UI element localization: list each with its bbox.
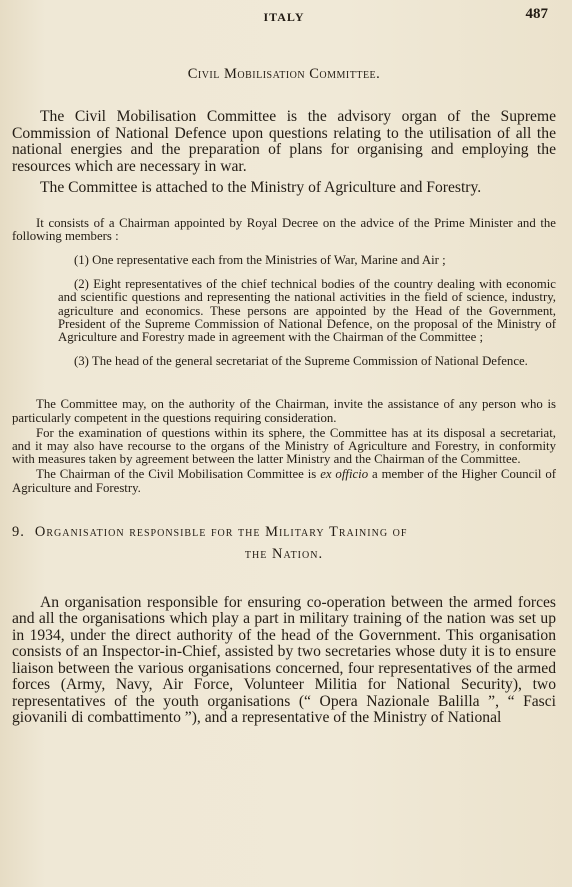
list-item-1: (1) One representative each from the Ministries of War, Marine and Air ;	[74, 252, 446, 267]
text-before-italic: The Chairman of the Civil Mobilisation Committee is	[36, 467, 321, 482]
paragraph-organisation-1934: An organisation responsible for ensuring co-operation between the armed forces and all the organisations which play a part in military training of the nation was set up in 1934, under the direct authority of the head of the Government. This organisation consists of an Inspector-in-Chief, assisted by two secretaries whose duty it is to ensure liaison between the various organisations concerned, four representatives of the armed forces (Army, Navy, Air Force, Volunteer Militia for National Security), two representatives of the youth organisations (“ Opera Nazionale Balilla ”, “ Fasci giovanili di combattimento ”), and a representative of the Ministry of National	[12, 593, 556, 727]
list-item-3: (3) The head of the general secretariat of the Supreme Commission of National Defence.	[74, 354, 528, 369]
running-header	[12, 6, 556, 36]
section-heading-line-2: the Nation.	[244, 545, 324, 562]
paragraph-attached-ministry: The Committee is attached to the Ministry of Agriculture and Forestry.	[40, 179, 482, 196]
italic-ex-officio: ex officio	[320, 467, 369, 482]
paragraph-secretariat: For the examination of questions within its sphere, the Committee has at its disposal a secretariat, and it may also have recourse to the organs of the Ministry of Agriculture and Forestry, in conformity with measures taken by agreement between the latter Ministry and the Chairman of the Committee.	[12, 425, 556, 467]
text-after-italic: a member of the Higher Council of Agriculture and Forestry.	[12, 467, 556, 495]
section-heading-line-1: Organisation responsible for the Military Training of	[34, 523, 408, 540]
paragraph-invite-assistance: The Committee may, on the authority of the Chairman, invite the assistance of any person who is particularly competent in the questions requiring consideration.	[12, 397, 556, 425]
running-title: ITALY	[263, 10, 305, 24]
paragraph-composition: It consists of a Chairman appointed by Royal Decree on the advice of the Prime Minister and the following members :	[12, 215, 556, 243]
list-item-2: (2) Eight representatives of the chief technical bodies of the country dealing with economic and scientific questions and representing the national activities in the field of science, industry, agriculture and economics. These persons are appointed by the Head of the Government, President of the Supreme Commission of National Defence, on the proposal of the Ministry of Agriculture and Forestry made in agreement with the Chairman of the Committee ;	[58, 277, 556, 344]
section-heading-civil-mobilisation: Civil Mobilisation Committee.	[187, 66, 381, 82]
page-number: 487	[525, 6, 548, 22]
section-heading-military-training	[12, 521, 556, 565]
paragraph-advisory-organ: The Civil Mobilisation Committee is the advisory organ of the Supreme Commission of National Defence upon questions relating to the utilisation of all the national energies and the preparation of plans for organising and employing the resources which are necessary in war.	[12, 108, 556, 175]
paragraph-chairman-ex-officio	[12, 468, 556, 494]
section-number: 9.	[12, 523, 25, 540]
